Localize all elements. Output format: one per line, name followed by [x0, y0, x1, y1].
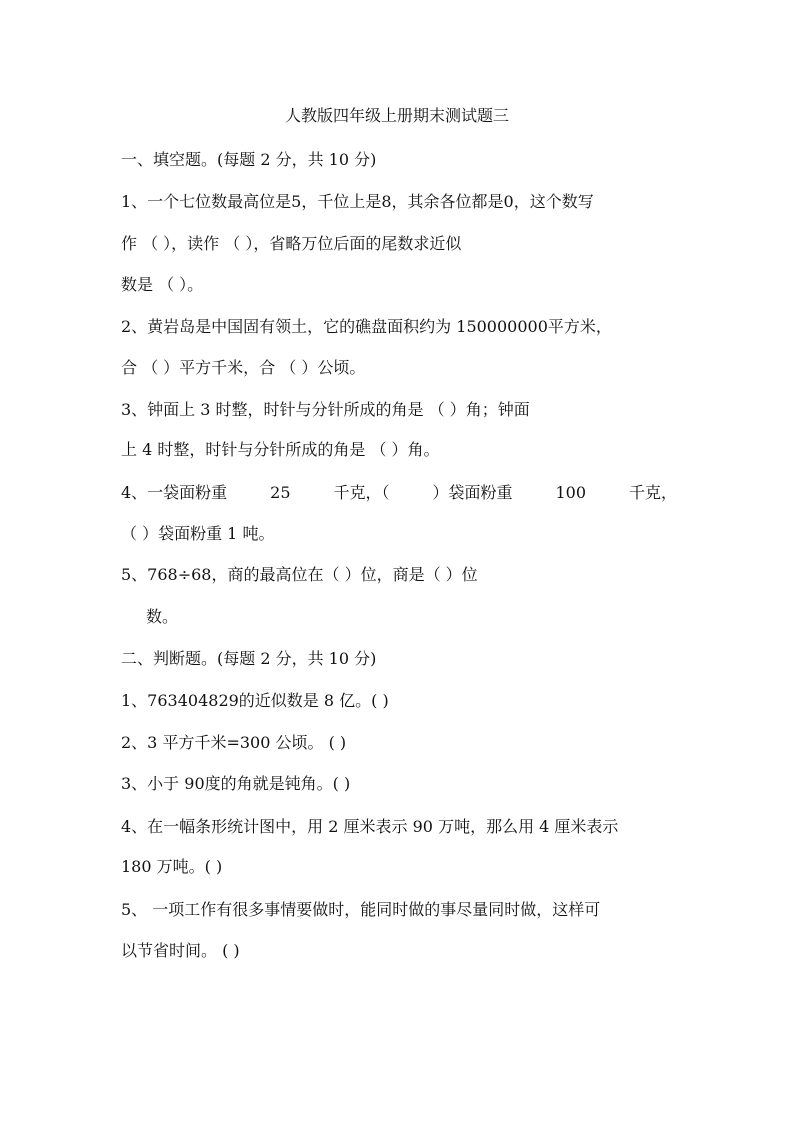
s1-q4-part-d: ）袋面粉重 — [432, 483, 513, 502]
s2-q5-line2: 以节省时间。 ( ) — [121, 941, 240, 960]
s1-q5-line1: 5、768÷68，商的最高位在（ ）位，商是（ ）位 — [121, 565, 478, 584]
s1-q4-line2: （ ）袋面粉重 1 吨。 — [121, 524, 275, 543]
s2-q5-line1: 5、 一项工作有很多事情要做时，能同时做的事尽量同时做，这样可 — [121, 900, 601, 919]
section2-heading: 二、判断题。(每题 2 分，共 10 分) — [121, 649, 377, 668]
s2-q4-line1: 4、在一幅条形统计图中，用 2 厘米表示 90 万吨，那么用 4 厘米表示 — [121, 817, 619, 836]
s1-q4-part-e: 100 — [555, 483, 586, 502]
page-title: 人教版四年级上册期末测试题三 — [284, 106, 509, 125]
s1-q4-part-b: 25 — [270, 483, 291, 502]
section1-heading: 一、填空题。(每题 2 分，共 10 分) — [121, 150, 377, 169]
s1-q4-part-c: 千克，（ — [333, 483, 390, 502]
s2-q1: 1、763404829的近似数是 8 亿。( ) — [121, 691, 389, 710]
s1-q2-line2: 合 （ ）平方千米，合 （ ）公顷。 — [121, 358, 366, 377]
s2-q2: 2、3 平方千米=300 公顷。 ( ) — [121, 733, 347, 752]
s1-q2-line1: 2、黄岩岛是中国固有领土，它的礁盘面积约为 150000000平方米， — [121, 317, 612, 336]
s1-q1-line3: 数是 （ ）。 — [121, 275, 204, 294]
s1-q5-line2: 数。 — [146, 607, 179, 626]
s1-q3-line1: 3、钟面上 3 时整，时针与分针所成的角是 （ ）角；钟面 — [121, 400, 530, 419]
s1-q4-part-f: 千克， — [628, 483, 677, 502]
s2-q4-line2: 180 万吨。( ) — [121, 857, 223, 876]
s2-q3: 3、小于 90度的角就是钝角。( ) — [121, 774, 351, 793]
s1-q1-line1: 1、一个七位数最高位是5，千位上是8，其余各位都是0，这个数写 — [121, 192, 594, 211]
s1-q1-line2: 作 （ ），读作 （ ），省略万位后面的尾数求近似 — [121, 234, 462, 253]
s1-q4-part-a: 4、一袋面粉重 — [121, 483, 228, 502]
s1-q4-line1 — [121, 481, 677, 505]
s1-q3-line2: 上 4 时整，时针与分针所成的角是 （ ）角。 — [121, 440, 440, 459]
